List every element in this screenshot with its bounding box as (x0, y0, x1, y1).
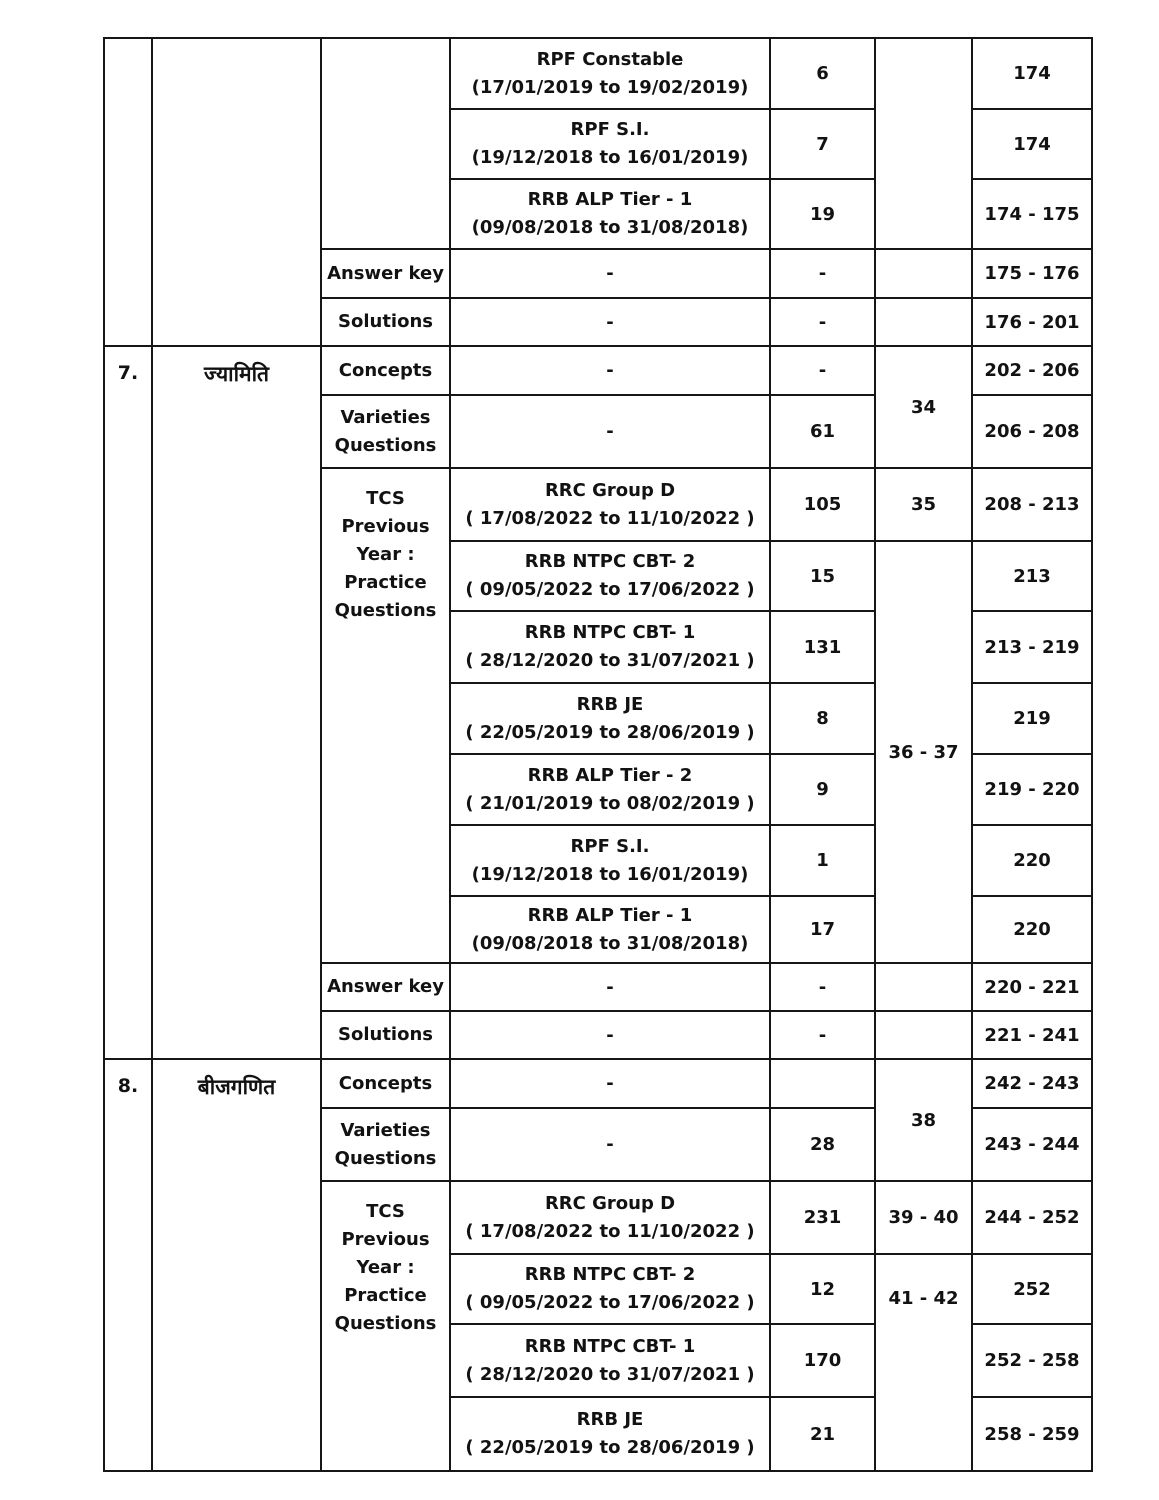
exam-dates: ( 09/05/2022 to 17/06/2022 ) (465, 579, 755, 600)
exam-cell (450, 683, 770, 754)
question-count-cell: - (770, 249, 875, 298)
exam-cell (450, 825, 770, 896)
section-label-cell: TCS Previous Year : Practice Questions (321, 1181, 450, 1471)
exam-dates: ( 09/05/2022 to 17/06/2022 ) (465, 1292, 755, 1313)
exam-cell (450, 611, 770, 683)
unit-page-cell (875, 298, 972, 346)
exam-cell (450, 541, 770, 611)
page-range-cell: 176 - 201 (972, 298, 1092, 346)
page-range-cell: 213 (972, 541, 1092, 611)
section-label-cell: TCS Previous Year : Practice Questions (321, 468, 450, 963)
page-range-cell: 174 (972, 109, 1092, 179)
exam-cell (450, 38, 770, 109)
exam-dates: (17/01/2019 to 19/02/2019) (471, 76, 749, 98)
exam-dates: ( 17/08/2022 to 11/10/2022 ) (465, 507, 755, 529)
exam-cell (450, 1254, 770, 1324)
exam-dates: (19/12/2018 to 16/01/2019) (471, 147, 749, 168)
exam-cell (450, 1397, 770, 1471)
question-count-cell: 8 (770, 683, 875, 754)
page-range-cell: 219 - 220 (972, 754, 1092, 825)
section-label-cell (321, 38, 450, 249)
exam-cell: - (450, 963, 770, 1011)
exam-name: RRB NTPC CBT- 2 (524, 551, 696, 573)
exam-dates: ( 28/12/2020 to 31/07/2021 ) (465, 650, 755, 671)
question-count-cell: 1 (770, 825, 875, 896)
unit-page-cell (875, 249, 972, 298)
exam-name: RRC Group D (544, 479, 676, 501)
subject-cell: ज्यामिति (152, 346, 321, 1059)
exam-cell (450, 468, 770, 541)
exam-cell (450, 109, 770, 179)
question-count-cell: 105 (770, 468, 875, 541)
unit-page-cell (875, 38, 972, 249)
exam-cell (450, 1324, 770, 1397)
question-count-cell: - (770, 1011, 875, 1059)
exam-dates: ( 22/05/2019 to 28/06/2019 ) (465, 1437, 755, 1458)
page-range-cell: 206 - 208 (972, 395, 1092, 468)
unit-page-cell: 38 (875, 1059, 972, 1181)
table-row (104, 1059, 1092, 1108)
exam-name: RRB ALP Tier - 1 (527, 189, 693, 211)
exam-cell: - (450, 249, 770, 298)
exam-name: RRB ALP Tier - 1 (527, 904, 693, 926)
exam-cell (450, 896, 770, 963)
question-count-cell: 15 (770, 541, 875, 611)
serial-cell (104, 38, 152, 346)
page-range-cell: 258 - 259 (972, 1397, 1092, 1471)
exam-cell: - (450, 346, 770, 395)
unit-page-cell (875, 963, 972, 1011)
section-label-cell: Solutions (321, 1011, 450, 1059)
exam-name: RRB NTPC CBT- 1 (524, 622, 696, 644)
page-range-cell: 202 - 206 (972, 346, 1092, 395)
question-count-cell: 7 (770, 109, 875, 179)
question-count-cell (770, 1059, 875, 1108)
exam-name: RRB JE (576, 693, 644, 715)
section-label-cell: Solutions (321, 298, 450, 346)
page-range-cell: 220 (972, 896, 1092, 963)
question-count-cell: - (770, 346, 875, 395)
question-count-cell: 9 (770, 754, 875, 825)
exam-dates: (19/12/2018 to 16/01/2019) (471, 863, 749, 885)
page-range-cell: 243 - 244 (972, 1108, 1092, 1181)
subject-cell: बीजगणित (152, 1059, 321, 1471)
exam-name: RRB ALP Tier - 2 (527, 764, 693, 786)
section-label-cell: Varieties Questions (321, 1108, 450, 1181)
exam-cell: - (450, 1059, 770, 1108)
question-count-cell: 6 (770, 38, 875, 109)
exam-cell (450, 179, 770, 249)
question-count-cell: 170 (770, 1324, 875, 1397)
unit-page-cell: 34 (875, 346, 972, 468)
page-range-cell: 244 - 252 (972, 1181, 1092, 1254)
question-count-cell: 131 (770, 611, 875, 683)
page-range-cell: 175 - 176 (972, 249, 1092, 298)
page-range-cell: 221 - 241 (972, 1011, 1092, 1059)
exam-name: RPF S.I. (570, 119, 650, 141)
exam-dates: ( 28/12/2020 to 31/07/2021 ) (465, 1363, 755, 1385)
exam-dates: ( 22/05/2019 to 28/06/2019 ) (465, 721, 755, 743)
exam-name: RPF S.I. (570, 835, 650, 857)
question-count-cell: 28 (770, 1108, 875, 1181)
question-count-cell: 61 (770, 395, 875, 468)
question-count-cell: 231 (770, 1181, 875, 1254)
section-label-cell: Answer key (321, 249, 450, 298)
exam-dates: ( 17/08/2022 to 11/10/2022 ) (465, 1220, 755, 1242)
section-label-cell: Answer key (321, 963, 450, 1011)
toc-table (103, 37, 1093, 1472)
exam-dates: (09/08/2018 to 31/08/2018) (471, 217, 749, 238)
serial-cell: 8. (104, 1059, 152, 1471)
exam-cell (450, 1181, 770, 1254)
page-range-cell: 220 (972, 825, 1092, 896)
exam-name: RRB NTPC CBT- 1 (524, 1335, 696, 1357)
page-range-cell: 208 - 213 (972, 468, 1092, 541)
unit-page-cell: 35 (875, 468, 972, 541)
page-range-cell: 174 (972, 38, 1092, 109)
section-label-cell: Concepts (321, 346, 450, 395)
serial-cell: 7. (104, 346, 152, 1059)
unit-page-cell: 41 - 42 (875, 1254, 972, 1471)
table-row (104, 346, 1092, 395)
question-count-cell: - (770, 298, 875, 346)
question-count-cell: 12 (770, 1254, 875, 1324)
page-range-cell: 242 - 243 (972, 1059, 1092, 1108)
exam-cell: - (450, 1108, 770, 1181)
page-range-cell: 252 - 258 (972, 1324, 1092, 1397)
table-row (104, 38, 1092, 109)
exam-dates: ( 21/01/2019 to 08/02/2019 ) (465, 792, 755, 814)
section-label-cell: Concepts (321, 1059, 450, 1108)
unit-page-cell (875, 1011, 972, 1059)
exam-cell: - (450, 298, 770, 346)
exam-name: RRB NTPC CBT- 2 (524, 1264, 696, 1286)
exam-name: RPF Constable (536, 48, 684, 70)
exam-cell: - (450, 1011, 770, 1059)
subject-cell (152, 38, 321, 346)
page-range-cell: 220 - 221 (972, 963, 1092, 1011)
page-range-cell: 219 (972, 683, 1092, 754)
question-count-cell: 19 (770, 179, 875, 249)
section-label-cell: Varieties Questions (321, 395, 450, 468)
exam-dates: (09/08/2018 to 31/08/2018) (471, 932, 749, 954)
page-range-cell: 252 (972, 1254, 1092, 1324)
exam-cell (450, 754, 770, 825)
exam-cell: - (450, 395, 770, 468)
page-range-cell: 213 - 219 (972, 611, 1092, 683)
unit-page-cell: 36 - 37 (875, 541, 972, 963)
question-count-cell: 17 (770, 896, 875, 963)
question-count-cell: 21 (770, 1397, 875, 1471)
question-count-cell: - (770, 963, 875, 1011)
unit-page-cell: 39 - 40 (875, 1181, 972, 1254)
exam-name: RRC Group D (544, 1192, 676, 1214)
page-range-cell: 174 - 175 (972, 179, 1092, 249)
exam-name: RRB JE (576, 1409, 644, 1431)
